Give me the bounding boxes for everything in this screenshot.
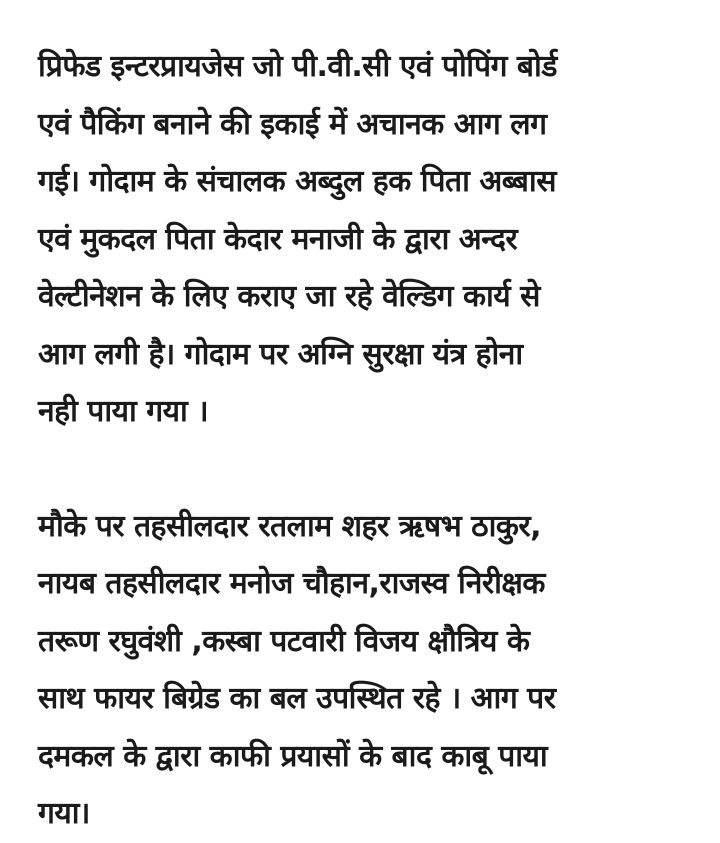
text-line: दमकल के द्वारा काफी प्रयासों के बाद काबू पाया bbox=[38, 738, 548, 774]
text-line: साथ फायर बिग्रेड का बल उपस्थित रहे । आग पर bbox=[38, 681, 556, 716]
text-line: तरूण रघुवंशी ,कस्बा पटवारी विजय क्षौत्रिय के bbox=[38, 623, 530, 659]
paragraph-officials-present bbox=[38, 498, 698, 843]
text-line: प्रिफेड इन्टरप्रायजेस जो पी.वी.सी एवं पोपिंग बोर्ड bbox=[38, 49, 557, 84]
text-line: एवं मुकदल पिता केदार मनाजी के द्वारा अन्दर bbox=[38, 221, 518, 257]
article-body bbox=[38, 38, 698, 843]
text-line: एवं पैकिंग बनाने की इकाई में अचानक आग लग bbox=[38, 106, 547, 142]
text-line: नायब तहसीलदार मनोज चौहान,राजस्व निरीक्षक bbox=[38, 566, 545, 601]
text-line: वेल्टीनेशन के लिए कराए जा रहे वेल्डिग कार्य से bbox=[38, 279, 540, 314]
text-line: गया। bbox=[38, 796, 90, 831]
text-line: आग लगी है। गोदाम पर अग्नि सुरक्षा यंत्र होना bbox=[38, 336, 523, 372]
paragraph-fire-incident bbox=[38, 38, 698, 441]
text-line: मौके पर तहसीलदार रतलाम शहर ऋषभ ठाकुर, bbox=[38, 508, 542, 544]
paragraph-spacer bbox=[38, 441, 698, 498]
text-line: गई। गोदाम के संचालक अब्दुल हक पिता अब्बास bbox=[38, 164, 556, 199]
text-line: नही पाया गया । bbox=[38, 394, 209, 429]
